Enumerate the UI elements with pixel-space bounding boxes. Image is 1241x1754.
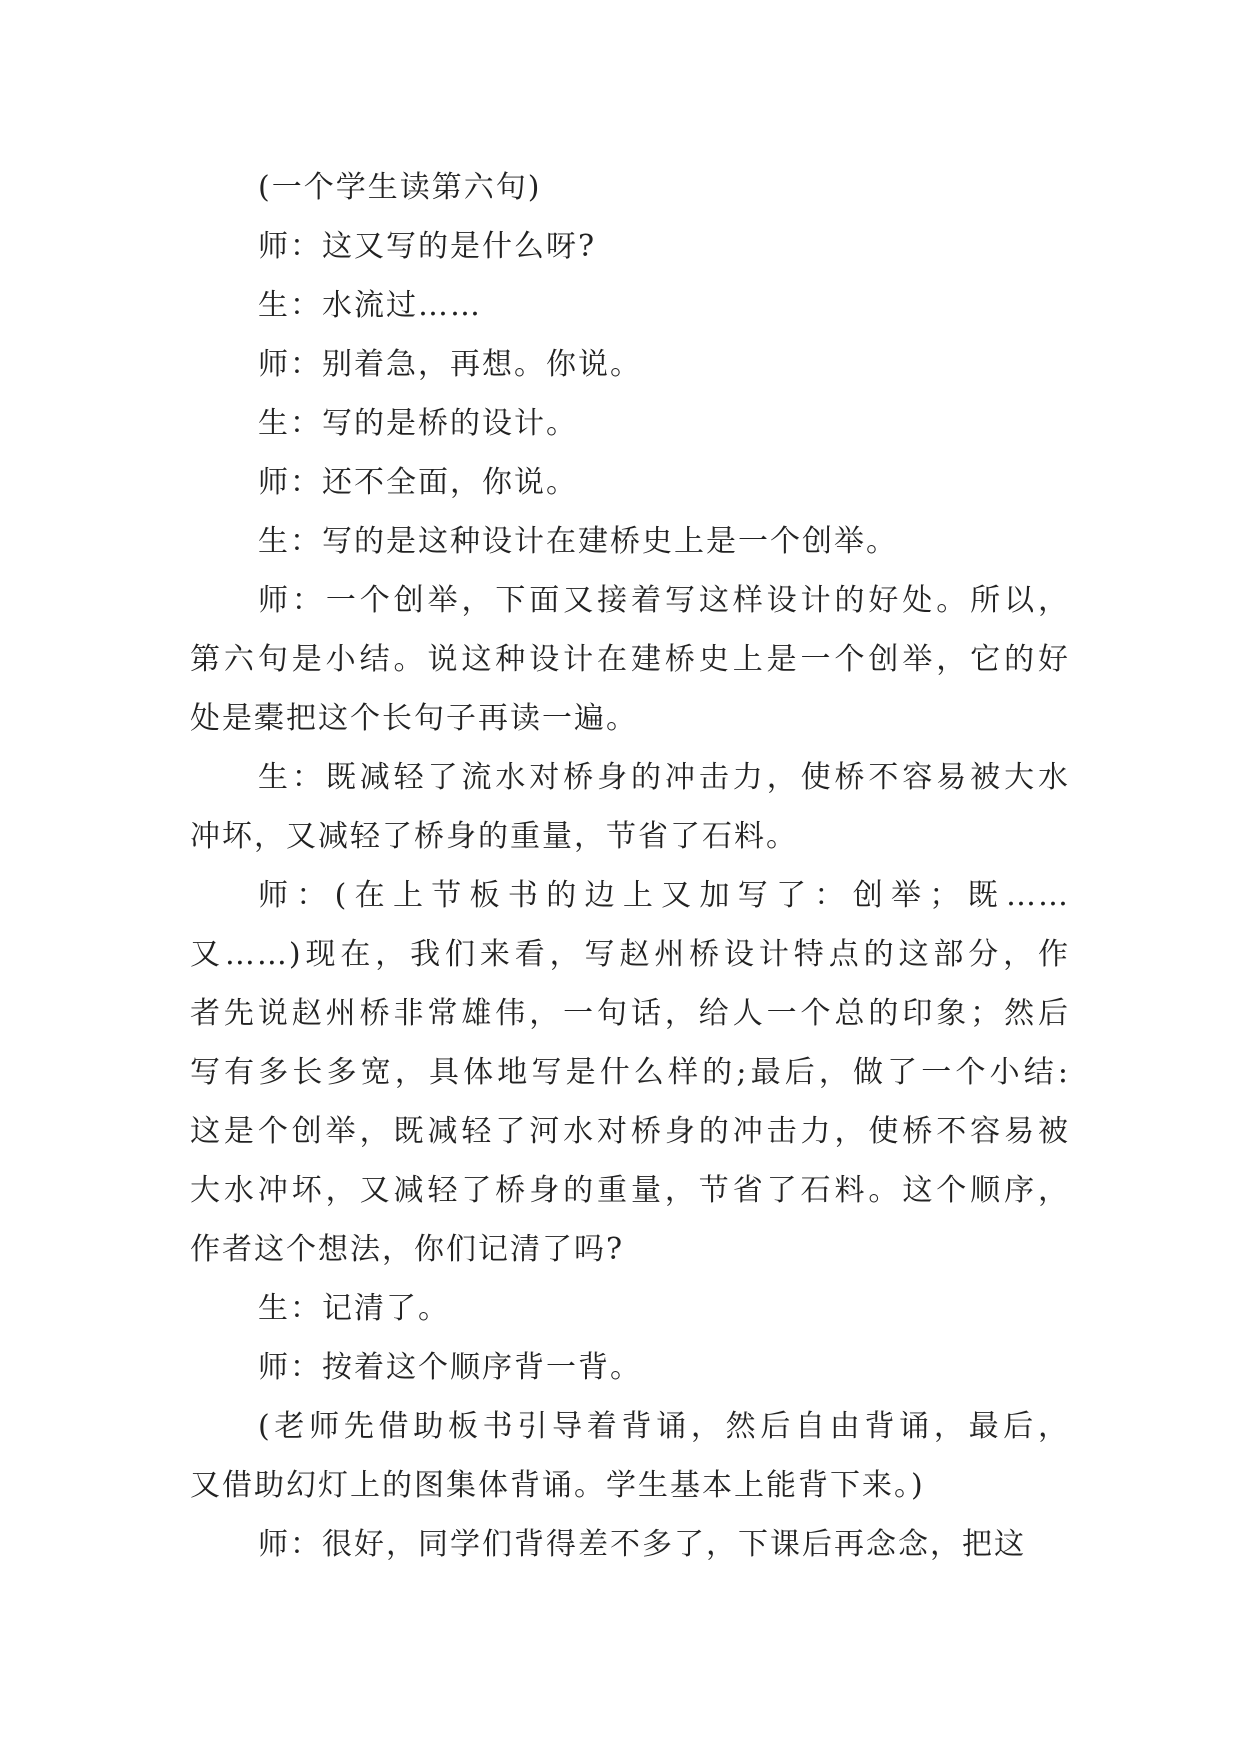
paragraph-line: 处是橐把这个长句子再读一遍。: [190, 701, 638, 736]
text-line: 师：很好，同学们背得差不多了，下课后再念念，把这: [258, 1527, 1026, 1562]
paragraph-line: 又……)现在，我们来看，写赵州桥设计特点的这部分，作: [190, 937, 1070, 972]
paragraph: [190, 866, 1070, 1279]
text-line: 生：水流过……: [258, 288, 482, 323]
text-line: 生：写的是这种设计在建桥史上是一个创举。: [258, 524, 898, 559]
paragraph: [190, 571, 1070, 748]
paragraph-line: 第六句是小结。说这种设计在建桥史上是一个创举，它的好: [190, 642, 1070, 677]
paragraph-line: (老师先借助板书引导着背诵，然后自由背诵，最后，: [258, 1409, 1070, 1444]
text-line: 生：写的是桥的设计。: [258, 406, 578, 441]
text-line: 师：这又写的是什么呀?: [258, 229, 597, 264]
paragraph: [190, 1397, 1070, 1515]
text-line: 师：按着这个顺序背一背。: [258, 1350, 642, 1385]
text-line: 师：还不全面，你说。: [258, 465, 578, 500]
paragraph-line: 大水冲坏，又减轻了桥身的重量，节省了石料。这个顺序，: [190, 1173, 1070, 1208]
paragraph-line: 生：既减轻了流水对桥身的冲击力，使桥不容易被大水: [258, 760, 1070, 795]
paragraph-line: 作者这个想法，你们记清了吗?: [190, 1232, 625, 1267]
paragraph-line: 又借助幻灯上的图集体背诵。学生基本上能背下来。): [190, 1468, 925, 1503]
text-line: 生：记清了。: [258, 1291, 450, 1326]
document-page: [190, 158, 1070, 1574]
paragraph-line: 师：(在上节板书的边上又加写了：创举；既……: [258, 878, 1070, 913]
text-line: 师：别着急，再想。你说。: [258, 347, 642, 382]
paragraph-line: 这是个创举，既减轻了河水对桥身的冲击力，使桥不容易被: [190, 1114, 1070, 1149]
paragraph-line: 者先说赵州桥非常雄伟，一句话，给人一个总的印象；然后: [190, 996, 1070, 1031]
paragraph: [190, 748, 1070, 866]
paragraph-line: 冲坏，又减轻了桥身的重量，节省了石料。: [190, 819, 798, 854]
paragraph-line: 写有多长多宽，具体地写是什么样的;最后，做了一个小结:: [190, 1055, 1070, 1090]
text-line: (一个学生读第六句): [258, 170, 542, 205]
paragraph-line: 师：一个创举，下面又接着写这样设计的好处。所以，: [258, 583, 1070, 618]
